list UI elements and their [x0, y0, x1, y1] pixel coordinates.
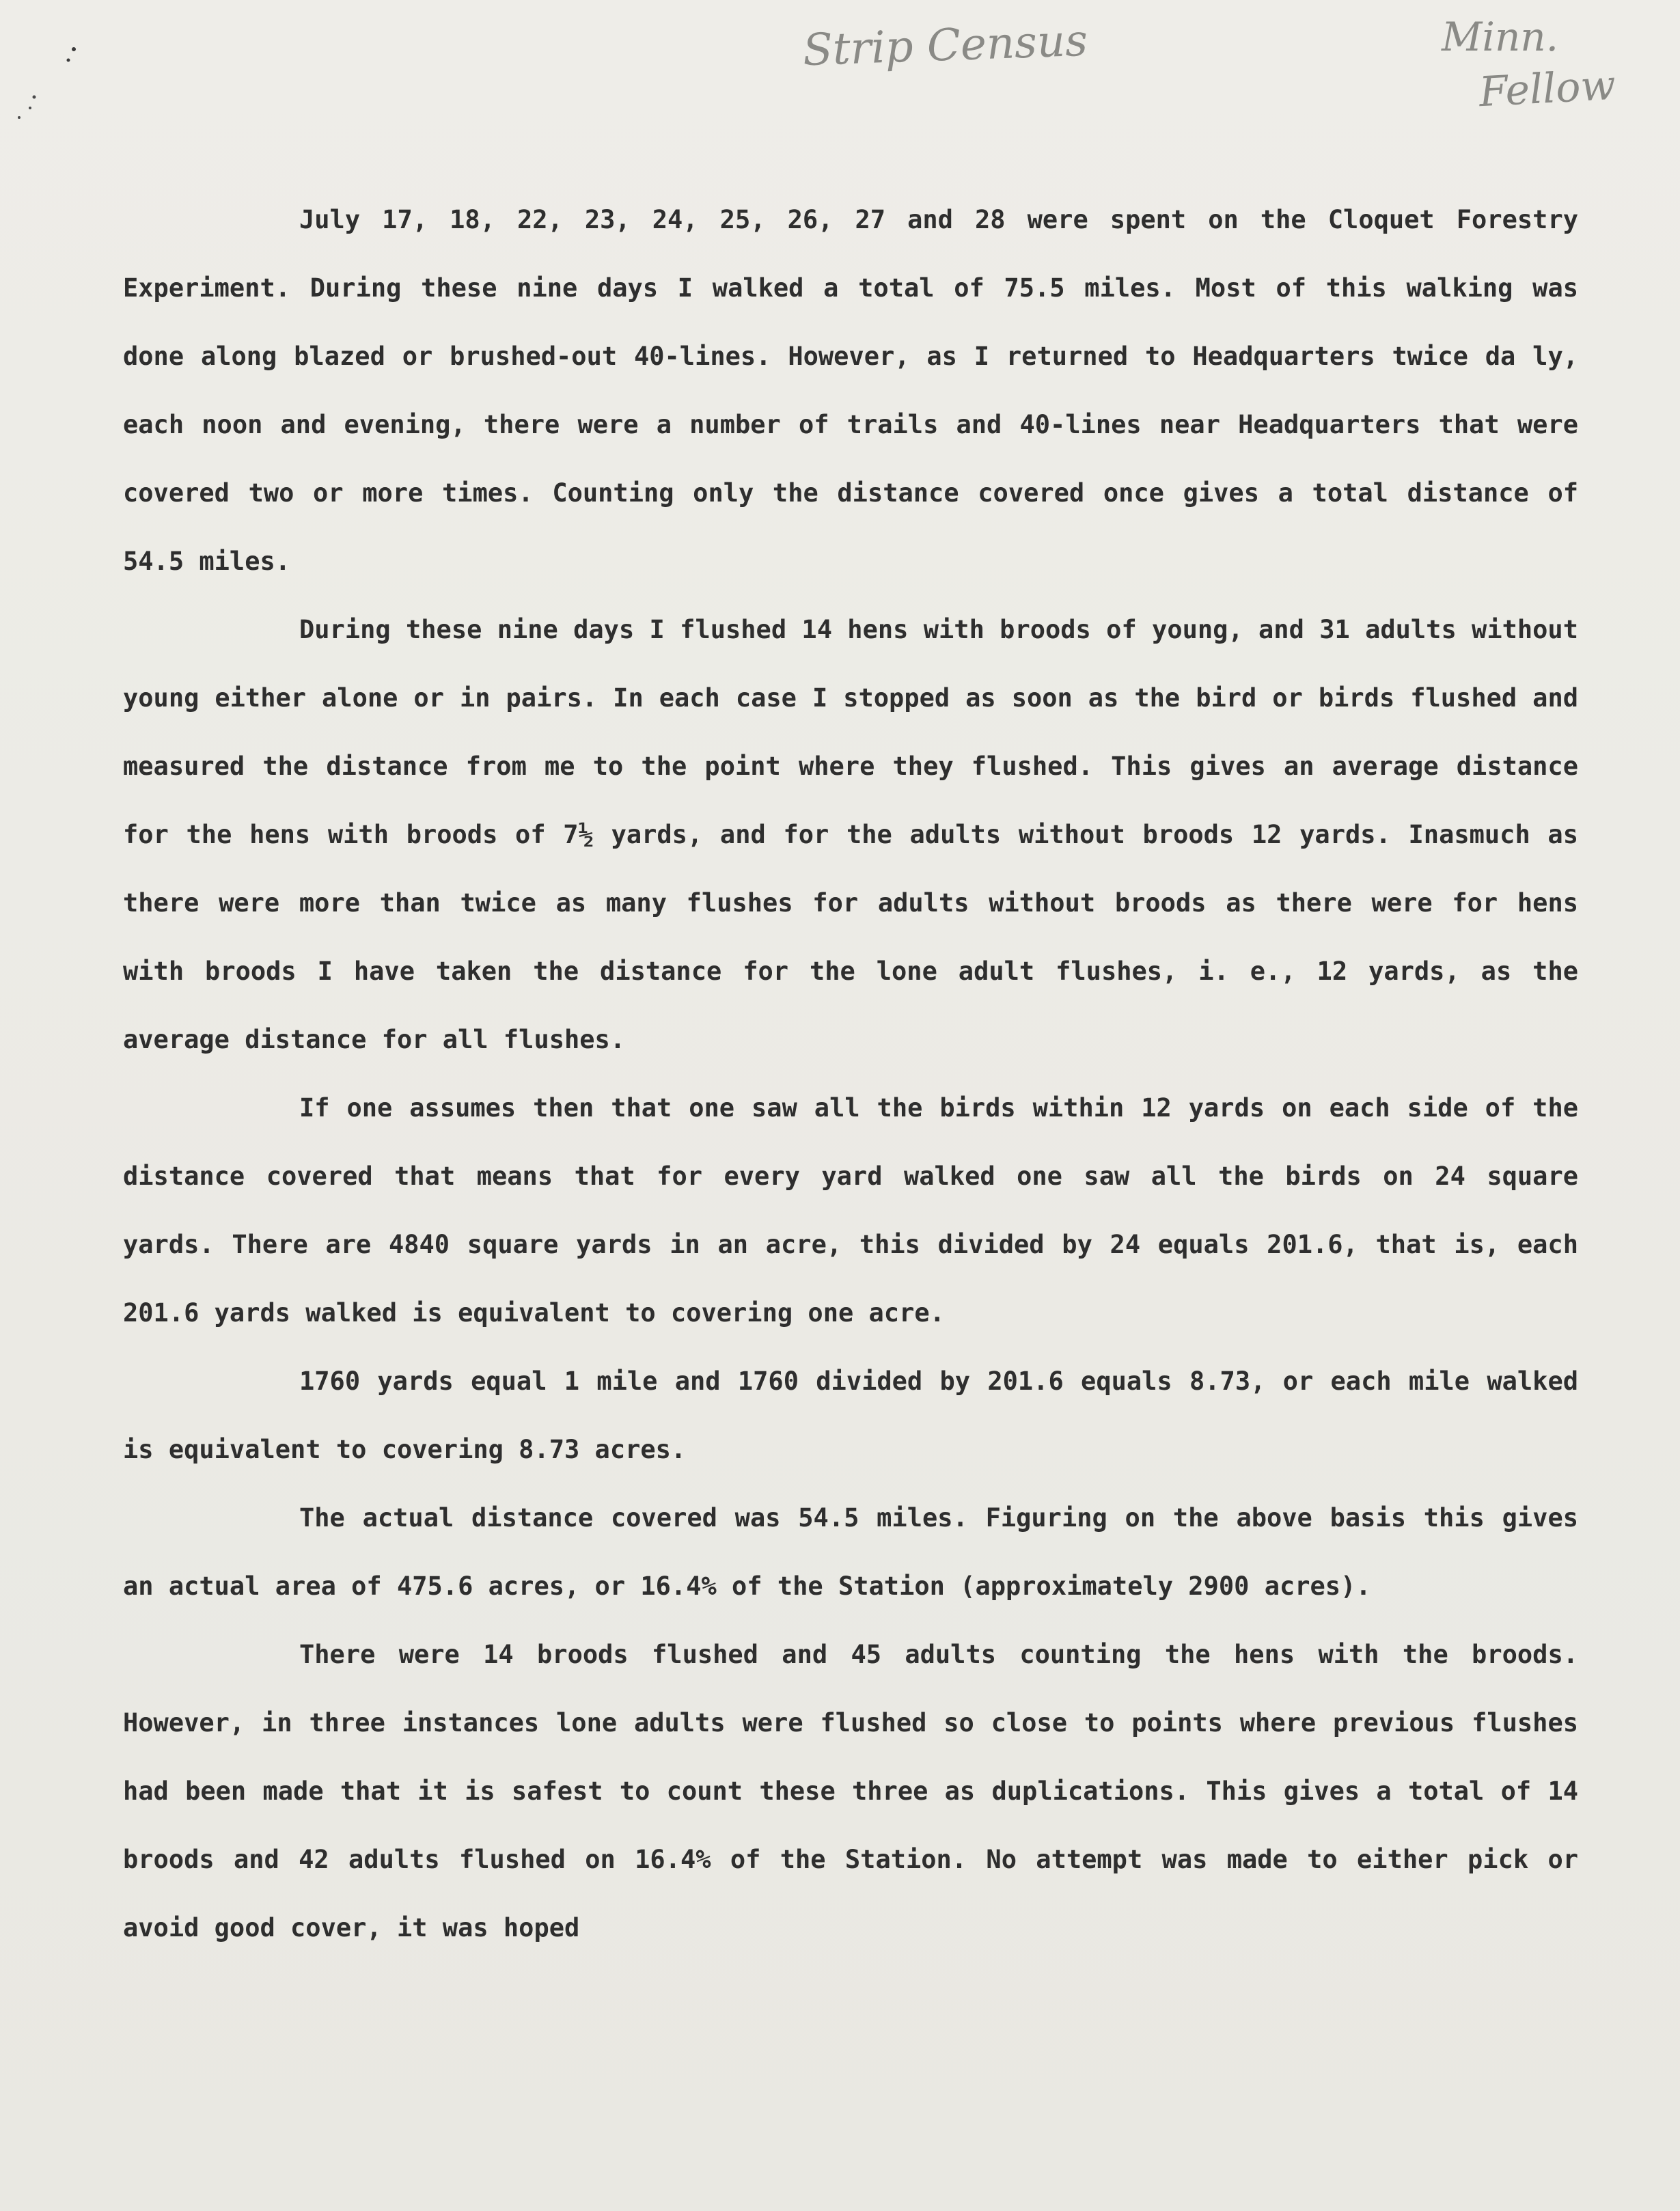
- paragraph-6: There were 14 broods flushed and 45 adults counting the hens with the broods. However, in three instances lone adults were flushed so close to points where previous flushes had been made that it is safest to count these three as duplications. This gives a total of 14 broods and 42 adults flushed on 16.4% of the Station. No attempt was made to either pick or avoid good cover, it was hoped: [123, 1640, 1578, 1942]
- paragraph-1: July 17, 18, 22, 23, 24, 25, 26, 27 and 28 were spent on the Cloquet Forestry Experiment. During these nine days I walked a total of 75.5 miles. Most of this walking was done along blazed or brushed-out 40-lines. However, as I returned to Headquarters twice da ly, each noon and evening, there were a number of trails and 40-lines near Headquarters that were covered two or more times. Counting only the distance covered once gives a total distance of 54.5 miles.: [123, 205, 1578, 576]
- paragraph-2: During these nine days I flushed 14 hens with broods of young, and 31 adults without young either alone or in pairs. In each case I stopped as soon as the bird or birds flushed and measured the distance from me to the point where they flushed. This gives an average distance for the hens with broods of 7½ yards, and for the adults without broods 12 yards. Inasmuch as there were more than twice as many flushes for adults without broods as there were for hens with broods I have taken the distance for the lone adult flushes, i. e., 12 yards, as the average distance for all flushes.: [123, 615, 1578, 1054]
- paper-specks: [7, 41, 82, 137]
- handwritten-note-minn: Minn.: [1442, 14, 1559, 60]
- paragraph-4: 1760 yards equal 1 mile and 1760 divided by 201.6 equals 8.73, or each mile walked is equivalent to covering 8.73 acres.: [123, 1367, 1578, 1464]
- typed-body: [123, 186, 1578, 1962]
- handwritten-title: Strip Census: [801, 15, 1089, 77]
- paragraph-5: The actual distance covered was 54.5 miles. Figuring on the above basis this gives an actual area of 475.6 acres, or 16.4% of the Station (approximately 2900 acres).: [123, 1503, 1578, 1601]
- paragraph-3: If one assumes then that one saw all the birds within 12 yards on each side of the distance covered that means that for every yard walked one saw all the birds on 24 square yards. There are 4840 square yards in an acre, this divided by 24 equals 201.6, that is, each 201.6 yards walked is equivalent to covering one acre.: [123, 1093, 1578, 1328]
- handwritten-note-fellow: Fellow: [1478, 61, 1617, 117]
